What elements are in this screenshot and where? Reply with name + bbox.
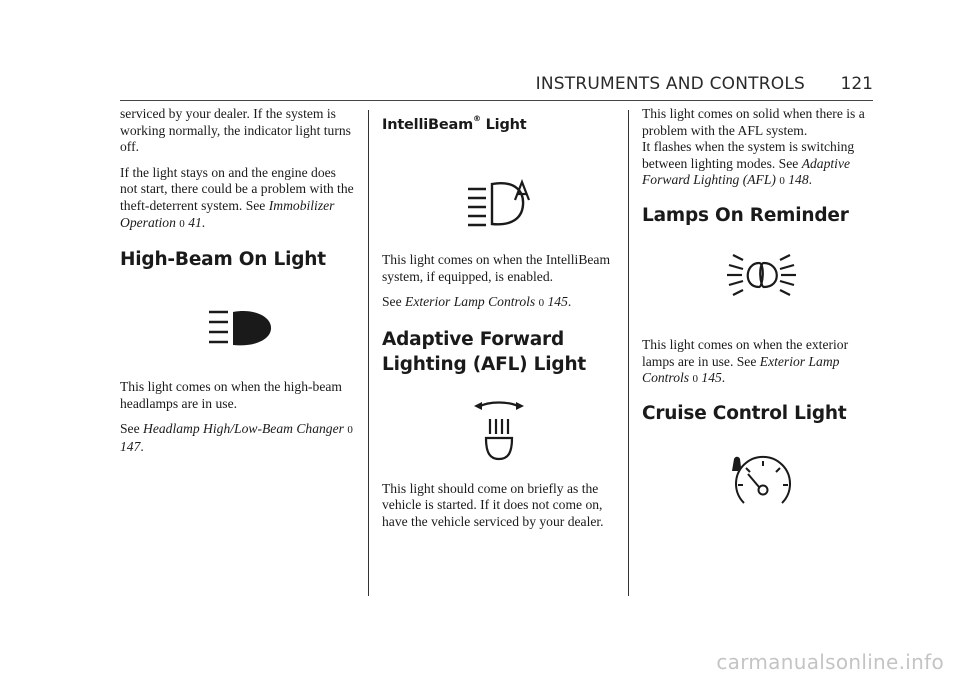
paragraph-light-stays-on: If the light stays on and the engine does not start, there could be a problem with the theft-deterrent system. See Immobilizer Operation 0 41. (120, 164, 354, 230)
afl-icon (382, 377, 616, 481)
see-label: See (382, 294, 406, 310)
paragraph-lamps-on: This light comes on when the exterior lamps are in use. See Exterior Lamp Controls 0 145. (642, 336, 849, 386)
paragraph-high-beam-see: See Headlamp High/Low-Beam Changer 0 147. (120, 421, 353, 454)
registered-mark: ® (472, 114, 481, 123)
heading-cruise-control: Cruise Control Light (642, 402, 847, 424)
page-ref-arrow: 0 (347, 424, 353, 437)
watermark: carmanualsonline.info (716, 650, 944, 674)
heading-lamps-on: Lamps On Reminder (642, 204, 849, 226)
page-ref-145[interactable]: 145 (547, 294, 568, 310)
heading-intellibeam (382, 110, 616, 134)
paragraph-afl: This light should come on briefly as the vehicle is started. If it does not come on, have the vehicle serviced by your dealer. (382, 480, 604, 529)
paragraph-afl-solid: This light comes on solid when there is a problem with the AFL system. (642, 106, 865, 138)
paragraph-text: This light comes on when the exterior lamps are in use. See (642, 336, 849, 369)
page-number: 121 (840, 74, 873, 94)
cruise-control-icon (642, 425, 874, 535)
intellibeam-icon (382, 134, 616, 252)
paragraph-serviced: serviced by your dealer. If the system is working normally, the indicator light turns off. (120, 106, 351, 155)
page-ref-arrow: 0 (538, 297, 545, 310)
lamps-on-icon (642, 227, 874, 337)
column-3 (642, 106, 874, 535)
section-title: INSTRUMENTS AND CONTROLS (535, 74, 805, 94)
link-headlamp-changer[interactable]: Headlamp High/Low-Beam Changer (143, 421, 344, 437)
heading-text: IntelliBeam (382, 117, 473, 133)
column-divider-1 (368, 110, 369, 596)
heading-afl: Adaptive Forward Lighting (AFL) Light (382, 328, 587, 375)
column-2 (382, 106, 616, 540)
page-ref-145[interactable]: 145 (701, 370, 722, 386)
link-immobilizer-operation[interactable]: Immobilizer Operation (120, 197, 335, 230)
column-divider-2 (628, 110, 629, 596)
paragraph-intellibeam-see: See Exterior Lamp Controls 0 145. (382, 294, 572, 310)
paragraph-text: If the light stays on and the engine does not start, there could be a problem with the theft-deterrent system. See (120, 164, 354, 213)
page-ref-147[interactable]: 147 (120, 438, 141, 454)
paragraph-intellibeam: This light comes on when the IntelliBeam system, if equipped, is enabled. (382, 252, 611, 284)
page-ref-arrow: 0 (179, 217, 185, 230)
page-header (120, 72, 873, 101)
page-ref-arrow: 0 (692, 373, 698, 386)
paragraph-high-beam: This light comes on when the high-beam headlamps are in use. (120, 379, 342, 411)
page-ref-41[interactable]: 41 (188, 214, 202, 230)
page-ref-arrow: 0 (779, 175, 785, 188)
column-1 (120, 106, 356, 465)
see-label: See (120, 421, 144, 437)
link-exterior-lamp-controls[interactable]: Exterior Lamp Controls (405, 294, 536, 310)
link-afl[interactable]: Adaptive Forward Lighting (AFL) (642, 155, 851, 188)
high-beam-icon (120, 271, 356, 363)
heading-text-tail: Light (480, 117, 527, 133)
paragraph-afl-flash: It flashes when the system is switching between lighting modes. See Adaptive Forward Lighting (AFL) 0 148. (642, 139, 855, 188)
link-exterior-lamp-controls[interactable]: Exterior Lamp Controls (642, 353, 840, 386)
heading-high-beam: High-Beam On Light (120, 249, 326, 271)
page-ref-148[interactable]: 148 (788, 172, 809, 188)
paragraph-text: It flashes when the system is switching between lighting modes. See (642, 139, 855, 171)
